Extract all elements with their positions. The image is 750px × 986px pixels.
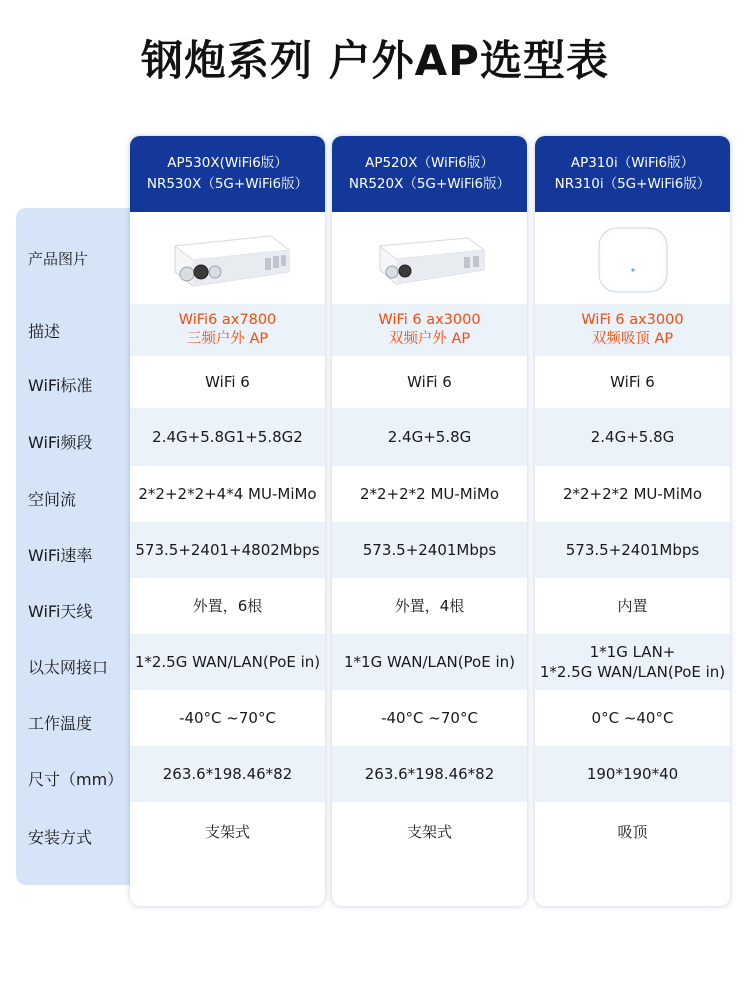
description-cell	[130, 304, 325, 356]
streams-cell: 2*2+2*2 MU-MiMo	[562, 485, 703, 503]
description-line: 双频户外 AP	[388, 331, 471, 347]
label-size: 尺寸（mm）	[28, 769, 124, 789]
ethernet-line: 1*2.5G WAN/LAN(PoE in)	[134, 653, 321, 671]
wifi-band-cell: 2.4G+5.8G	[332, 408, 527, 466]
description-cell	[535, 304, 730, 356]
size-cell: 263.6*198.46*82	[332, 746, 527, 802]
ethernet-line: 1*1G LAN+	[589, 643, 676, 661]
ethernet-line: 1*1G WAN/LAN(PoE in)	[343, 653, 516, 671]
model-name-5g: NR530X（5G+WiFi6版）	[146, 176, 309, 192]
label-temperature: 工作温度	[28, 713, 93, 733]
model-name: AP520X（WiFi6版）	[365, 155, 494, 171]
column-header	[535, 136, 730, 212]
product-image-cell	[535, 218, 730, 302]
wifi-rate-cell: 573.5+2401+4802Mbps	[130, 522, 325, 578]
description-line: WiFi6 ax7800	[178, 312, 277, 328]
antenna-cell: 外置，6根	[192, 597, 263, 615]
label-wifi-rate: WiFi速率	[28, 545, 93, 565]
row-labels	[16, 208, 134, 885]
label-mount: 安装方式	[28, 827, 93, 847]
page-title: 钢炮系列 户外AP选型表	[141, 36, 609, 85]
description-line: 三频户外 AP	[186, 331, 269, 347]
streams-cell: 2*2+2*2 MU-MiMo	[359, 485, 500, 503]
mount-cell: 支架式	[204, 823, 250, 841]
label-wifi-standard: WiFi标准	[28, 375, 93, 395]
streams-cell: 2*2+2*2+4*4 MU-MiMo	[138, 485, 317, 503]
column-header	[332, 136, 527, 212]
label-streams: 空间流	[28, 489, 77, 509]
description-line: WiFi 6 ax3000	[581, 312, 684, 328]
wifi-band-cell: 2.4G+5.8G1+5.8G2	[130, 408, 325, 466]
product-column-ap520x	[332, 136, 527, 906]
temperature-cell: -40°C ~70°C	[179, 709, 276, 727]
label-product-image: 产品图片	[28, 249, 89, 268]
label-wifi-antenna: WiFi天线	[28, 601, 93, 621]
label-description: 描述	[28, 321, 61, 341]
description-line: 双频吸顶 AP	[591, 331, 674, 347]
ethernet-line: 1*2.5G WAN/LAN(PoE in)	[539, 663, 726, 681]
description-line: WiFi 6 ax3000	[378, 312, 481, 328]
wifi-band-cell: 2.4G+5.8G	[535, 408, 730, 466]
label-wifi-band: WiFi频段	[28, 432, 93, 452]
antenna-cell: 外置，4根	[394, 597, 465, 615]
model-name: AP530X(WiFi6版）	[167, 155, 288, 171]
ethernet-cell	[535, 634, 730, 690]
outdoor-ap-image	[153, 228, 303, 292]
product-column-ap530x	[130, 136, 325, 906]
ethernet-cell	[332, 634, 527, 690]
wifi-rate-cell: 573.5+2401Mbps	[535, 522, 730, 578]
column-header	[130, 136, 325, 212]
label-ethernet: 以太网接口	[28, 657, 109, 677]
wifi-standard-cell: WiFi 6	[205, 373, 250, 391]
mount-cell: 支架式	[406, 823, 452, 841]
size-cell: 263.6*198.46*82	[130, 746, 325, 802]
product-image-cell	[130, 218, 325, 302]
mount-cell: 吸顶	[617, 823, 648, 841]
product-column-ap310i	[535, 136, 730, 906]
description-cell	[332, 304, 527, 356]
temperature-cell: -40°C ~70°C	[381, 709, 478, 727]
size-cell: 190*190*40	[535, 746, 730, 802]
temperature-cell: 0°C ~40°C	[591, 709, 674, 727]
ethernet-cell	[130, 634, 325, 690]
wifi-standard-cell: WiFi 6	[610, 373, 655, 391]
ceiling-ap-image	[593, 224, 673, 296]
model-name-5g: NR520X（5G+WiFi6版）	[348, 176, 511, 192]
product-image-cell	[332, 218, 527, 302]
outdoor-ap-image	[360, 230, 500, 290]
wifi-rate-cell: 573.5+2401Mbps	[332, 522, 527, 578]
wifi-standard-cell: WiFi 6	[407, 373, 452, 391]
antenna-cell: 内置	[617, 597, 648, 615]
model-name: AP310i（WiFi6版）	[570, 155, 695, 171]
model-name-5g: NR310i（5G+WiFi6版）	[554, 176, 711, 192]
